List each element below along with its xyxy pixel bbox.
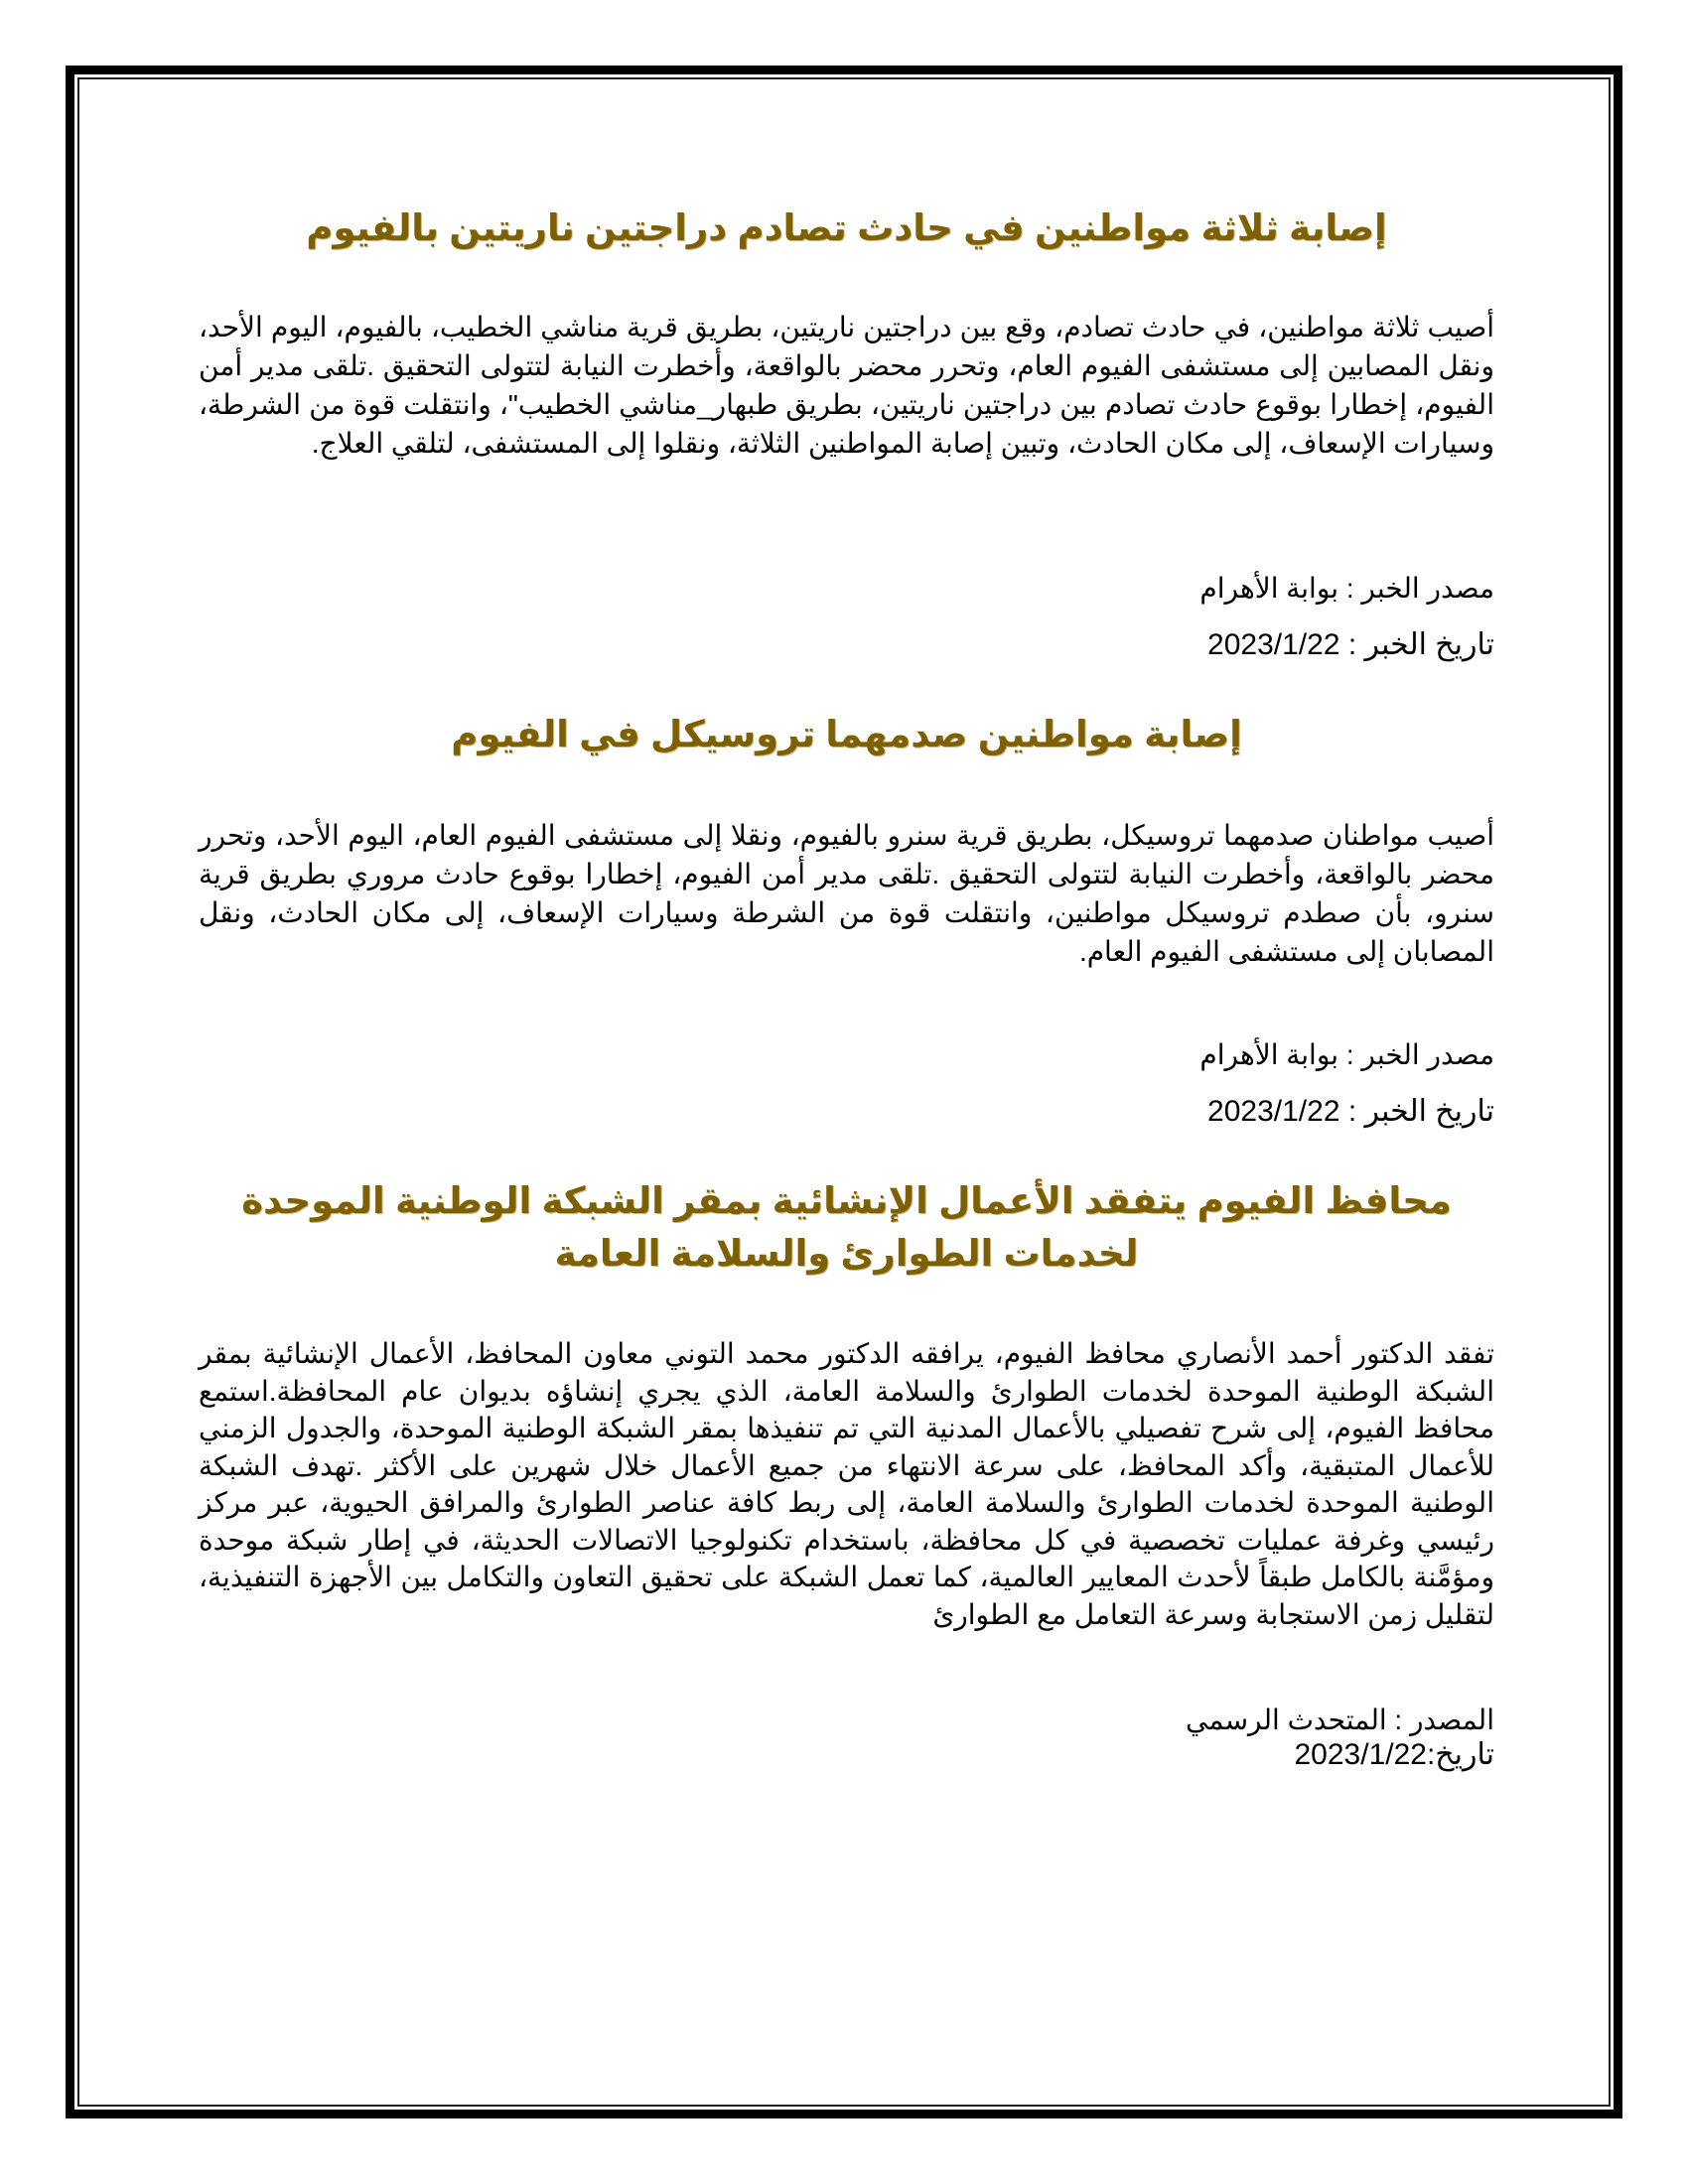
article-date: تاريخ الخبر : 2023/1/22 bbox=[1207, 1095, 1494, 1128]
article-date: تاريخ الخبر : 2023/1/22 bbox=[1207, 628, 1494, 661]
article-title: محافظ الفيوم يتفقد الأعمال الإنشائية بمقر الشبكة الوطنية الموحدة لخدمات الطوارئ والسلامة العامة bbox=[241, 1180, 1452, 1274]
article-source: المصدر : المتحدث الرسمي bbox=[1186, 1705, 1494, 1735]
article-body: أصيب ثلاثة مواطنين، في حادث تصادم، وقع بين دراجتين ناريتين، بطريق قرية مناشي الخطيب، بالفيوم، اليوم الأحد، ونقل المصابين إلى مستشفى الفيوم العام، وتحرر محضر بالواقعة، وأخطرت النيابة لتتولى التحقيق .تلقى مدير أمن الفيوم، إخطارا بوقوع حادث تصادم بين دراجتين ناريتين، بطريق طبهار_مناشي الخطيب"، وانتقلت قوة من الشرطة، وسيارات الإسعاف، إلى مكان الحادث، وتبين إصابة المواطنين الثلاثة، ونقلوا إلى المستشفى، لتلقي العلاج. bbox=[199, 312, 1495, 459]
article-body: تفقد الدكتور أحمد الأنصاري محافظ الفيوم، يرافقه الدكتور محمد التوني معاون المحافظ، الأعمال الإنشائية بمقر الشبكة الوطنية الموحدة لخدمات الطوارئ والسلامة العامة، الذي يجري إنشاؤه بديوان عام المحافظة.استمع محافظ الفيوم، إلى شرح تفصيلي بالأعمال المدنية التي تم تنفيذها بمقر الشبكة الوطنية الموحدة، والجدول الزمني للأعمال المتبقية، وأكد المحافظ، على سرعة الانتهاء من جميع الأعمال خلال شهرين على الأكثر .تهدف الشبكة الوطنية الموحدة لخدمات الطوارئ والسلامة العامة، إلى ربط كافة عناصر الطوارئ والمرافق الحيوية، عبر مركز رئيسي وغرفة عمليات تخصصية في كل محافظة، باستخدام تكنولوجيا الاتصالات الحديثة، في إطار شبكة موحدة ومؤمَّنة بالكامل طبقاً لأحدث المعايير العالمية، كما تعمل الشبكة على تحقيق التعاون والتكامل بين الأجهزة التنفيذية، لتقليل زمن الاستجابة وسرعة التعامل مع الطوارئ bbox=[199, 1338, 1495, 1630]
article-date: تاريخ:2023/1/22 bbox=[1294, 1738, 1494, 1771]
article-body: أصيب مواطنان صدمهما تروسيكل، بطريق قرية سنرو بالفيوم، ونقلا إلى مستشفى الفيوم العام، اليوم الأحد، وتحرر محضر بالواقعة، وأخطرت النيابة لتتولى التحقيق .تلقى مدير أمن الفيوم، إخطارا بوقوع حادث مروري بطريق قرية سنرو، بأن صطدم تروسيكل مواطنين، وانتقلت قوة من الشرطة وسيارات الإسعاف، إلى مكان الحادث، ونقل المصابان إلى مستشفى الفيوم العام. bbox=[199, 820, 1494, 967]
article-source: مصدر الخبر : بوابة الأهرام bbox=[1199, 573, 1494, 604]
article-title: إصابة ثلاثة مواطنين في حادث تصادم دراجتين ناريتين بالفيوم bbox=[306, 207, 1387, 248]
article-source: مصدر الخبر : بوابة الأهرام bbox=[1199, 1039, 1494, 1070]
article-title: إصابة مواطنين صدمهما تروسيكل في الفيوم bbox=[451, 714, 1242, 754]
